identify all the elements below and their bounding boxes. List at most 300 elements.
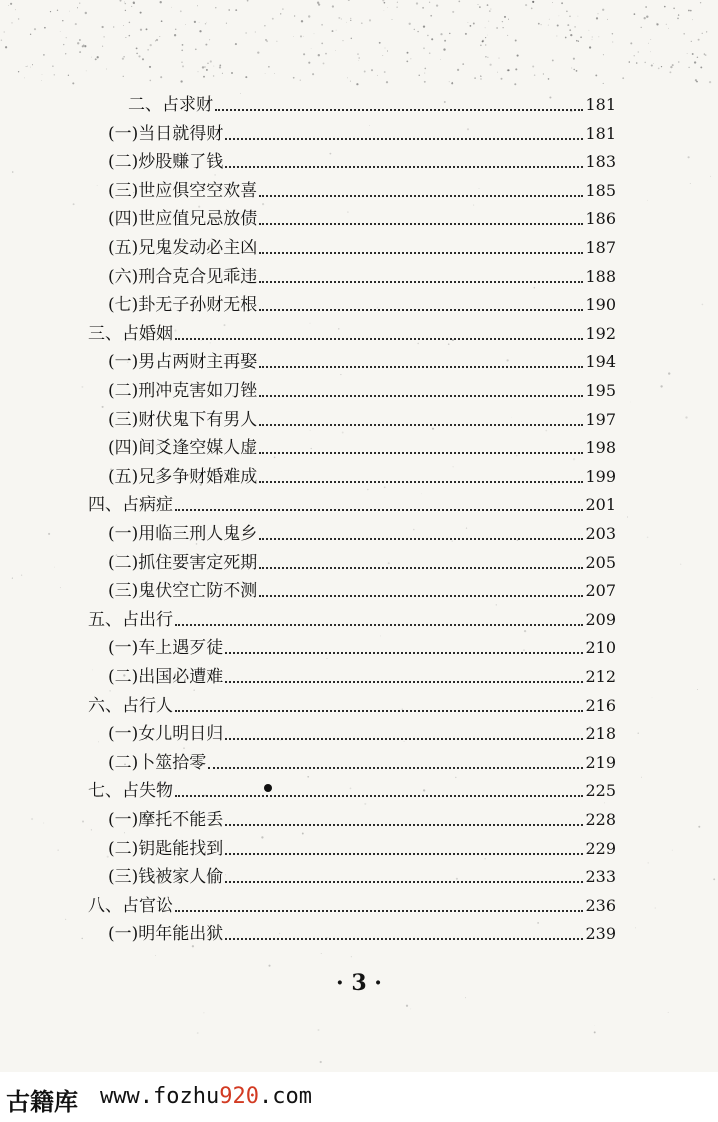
toc-entry-title: 三、占婚姻 bbox=[88, 323, 173, 344]
speckle bbox=[43, 54, 45, 56]
speckle bbox=[92, 670, 93, 671]
speckle bbox=[647, 536, 649, 538]
speckle bbox=[103, 36, 104, 37]
speckle bbox=[123, 76, 124, 77]
toc-leader-dots bbox=[225, 138, 583, 140]
toc-entry-title: 五、占出行 bbox=[88, 609, 173, 630]
speckle bbox=[140, 29, 142, 31]
speckle bbox=[42, 74, 43, 75]
toc-entry-page: 183 bbox=[585, 152, 616, 172]
speckle bbox=[129, 35, 131, 37]
speckle bbox=[595, 1025, 596, 1026]
speckle bbox=[664, 6, 666, 8]
speckle bbox=[429, 52, 431, 54]
toc-entry-page: 203 bbox=[585, 524, 616, 543]
speckle bbox=[311, 48, 312, 49]
speckle bbox=[60, 31, 61, 32]
speckle bbox=[387, 50, 388, 51]
toc-entry[interactable] bbox=[88, 891, 616, 917]
toc-entry[interactable] bbox=[108, 376, 616, 402]
toc-entry[interactable] bbox=[108, 462, 616, 488]
speckle bbox=[652, 697, 653, 698]
speckle bbox=[293, 36, 294, 37]
speckle bbox=[199, 22, 200, 23]
speckle bbox=[481, 76, 482, 77]
speckle bbox=[423, 25, 425, 27]
speckle bbox=[138, 55, 140, 57]
toc-entry[interactable] bbox=[88, 605, 616, 631]
speckle bbox=[578, 41, 579, 42]
speckle bbox=[350, 18, 351, 19]
toc-leader-dots bbox=[259, 309, 583, 311]
speckle bbox=[255, 31, 256, 32]
toc-leader-dots bbox=[175, 710, 583, 712]
speckle bbox=[314, 34, 315, 35]
speckle bbox=[199, 30, 201, 32]
speckle bbox=[574, 26, 576, 28]
speckle bbox=[219, 66, 221, 68]
speckle bbox=[75, 23, 77, 25]
speckle bbox=[596, 17, 598, 19]
speckle bbox=[325, 53, 327, 55]
speckle bbox=[369, 19, 371, 21]
toc-entry[interactable] bbox=[108, 662, 616, 688]
toc-leader-dots bbox=[259, 395, 583, 397]
toc-leader-dots bbox=[259, 366, 583, 368]
toc-entry[interactable] bbox=[108, 805, 616, 831]
speckle bbox=[146, 28, 148, 30]
speckle bbox=[332, 5, 334, 7]
speckle bbox=[358, 60, 359, 61]
speckle bbox=[266, 40, 268, 42]
toc-leader-dots bbox=[225, 738, 583, 740]
speckle bbox=[576, 70, 578, 72]
toc-leader-dots bbox=[225, 938, 583, 940]
speckle bbox=[341, 18, 342, 19]
speckle bbox=[668, 372, 670, 374]
toc-entry[interactable] bbox=[108, 433, 616, 459]
speckle bbox=[350, 81, 351, 82]
speckle bbox=[321, 953, 322, 954]
speckle bbox=[21, 575, 22, 576]
speckle bbox=[175, 29, 176, 30]
speckle bbox=[125, 3, 126, 4]
toc-entry-title: (一)当日就得财 bbox=[108, 123, 224, 144]
toc-entry-title: (二)抓住要害定死期 bbox=[108, 552, 258, 573]
speckle bbox=[656, 23, 658, 25]
speckle bbox=[431, 38, 433, 40]
speckle bbox=[106, 69, 107, 70]
toc-entry-title: (三)鬼伏空亡防不测 bbox=[108, 581, 258, 602]
toc-entry[interactable] bbox=[108, 347, 616, 373]
toc-entry-page: 201 bbox=[585, 495, 616, 515]
toc-leader-dots bbox=[208, 767, 583, 769]
toc-entry-page: 198 bbox=[585, 438, 616, 458]
speckle bbox=[672, 850, 673, 851]
speckle bbox=[4, 31, 5, 32]
speckle bbox=[406, 61, 408, 63]
speckle bbox=[532, 1, 534, 3]
toc-entry-title: (一)车上遇歹徒 bbox=[108, 638, 224, 659]
toc-entry[interactable] bbox=[108, 748, 616, 774]
toc-leader-dots bbox=[259, 452, 583, 454]
toc-entry[interactable] bbox=[108, 290, 616, 316]
speckle bbox=[85, 12, 87, 14]
speckle bbox=[180, 80, 182, 82]
toc-entry-page: 229 bbox=[585, 838, 616, 858]
speckle bbox=[517, 55, 519, 57]
toc-leader-dots bbox=[259, 567, 583, 569]
speckle bbox=[688, 10, 690, 12]
speckle bbox=[18, 71, 19, 72]
toc-entry-title: (五)兄鬼发动必主凶 bbox=[108, 238, 258, 258]
speckle bbox=[482, 40, 484, 42]
toc-entry[interactable] bbox=[108, 919, 616, 945]
speckle bbox=[303, 36, 304, 37]
speckle bbox=[97, 185, 98, 186]
speckle bbox=[129, 22, 131, 24]
speckle bbox=[72, 82, 74, 84]
speckle bbox=[449, 33, 450, 34]
speckle bbox=[203, 76, 205, 78]
speckle bbox=[79, 39, 81, 41]
speckle bbox=[62, 20, 63, 21]
speckle bbox=[198, 71, 199, 72]
toc-entry[interactable] bbox=[108, 834, 616, 860]
speckle bbox=[26, 66, 27, 67]
speckle bbox=[497, 72, 498, 73]
speckle bbox=[698, 39, 700, 41]
toc-entry[interactable] bbox=[108, 519, 616, 545]
speckle bbox=[102, 406, 104, 408]
speckle bbox=[123, 56, 124, 57]
speckle bbox=[181, 62, 182, 63]
speckle bbox=[612, 33, 613, 34]
speckle bbox=[578, 16, 579, 17]
speckle bbox=[396, 7, 397, 8]
speckle bbox=[11, 22, 12, 23]
toc-entry[interactable] bbox=[108, 204, 616, 230]
speckle bbox=[235, 43, 237, 45]
speckle bbox=[630, 402, 631, 403]
speckle bbox=[668, 28, 669, 29]
toc-entry-title: (三)财伏鬼下有男人 bbox=[108, 409, 258, 430]
speckle bbox=[32, 64, 33, 65]
speckle bbox=[15, 9, 16, 10]
toc-entry-page: 188 bbox=[585, 266, 616, 286]
speckle bbox=[30, 67, 31, 68]
toc-entry-title: (二)出国必遭难 bbox=[108, 667, 224, 687]
speckle bbox=[335, 50, 336, 51]
speckle bbox=[215, 7, 216, 8]
speckle bbox=[647, 200, 648, 201]
speckle bbox=[696, 81, 698, 83]
watermark-banner bbox=[0, 1072, 718, 1122]
watermark-url-highlight: 920 bbox=[219, 1084, 259, 1109]
speckle bbox=[293, 77, 295, 79]
toc-leader-dots bbox=[175, 795, 583, 797]
speckle bbox=[392, 19, 393, 20]
speckle bbox=[457, 69, 459, 71]
toc-entry-page: 187 bbox=[585, 238, 616, 257]
speckle bbox=[640, 27, 641, 28]
speckle bbox=[636, 62, 638, 64]
speckle bbox=[548, 25, 549, 26]
speckle bbox=[713, 878, 715, 880]
speckle bbox=[161, 20, 163, 22]
toc-entry-page: 194 bbox=[585, 352, 616, 372]
speckle bbox=[498, 58, 499, 59]
speckle bbox=[231, 72, 233, 74]
speckle bbox=[449, 81, 450, 82]
speckle bbox=[69, 11, 70, 12]
speckle bbox=[134, 3, 135, 4]
page-number: · 3 · bbox=[336, 970, 382, 996]
speckle bbox=[452, 82, 453, 83]
speckle bbox=[406, 1005, 408, 1007]
speckle bbox=[607, 19, 608, 20]
toc-entry[interactable] bbox=[108, 633, 616, 659]
speckle bbox=[480, 76, 481, 77]
speckle bbox=[79, 3, 80, 4]
speckle bbox=[473, 23, 475, 25]
toc-entry[interactable] bbox=[108, 119, 616, 145]
speckle bbox=[5, 46, 7, 48]
speckle bbox=[698, 826, 700, 828]
speckle bbox=[565, 37, 567, 39]
speckle bbox=[629, 61, 631, 63]
speckle bbox=[515, 68, 517, 70]
speckle bbox=[630, 42, 632, 44]
speckle bbox=[348, 0, 350, 1]
speckle bbox=[444, 40, 446, 42]
toc-entry[interactable] bbox=[88, 776, 616, 802]
speckle bbox=[384, 71, 386, 73]
speckle bbox=[502, 21, 503, 22]
speckle bbox=[695, 79, 697, 81]
speckle bbox=[265, 39, 267, 41]
speckle bbox=[300, 35, 302, 37]
speckle bbox=[60, 587, 61, 588]
toc-entry[interactable] bbox=[128, 90, 616, 116]
speckle bbox=[688, 67, 689, 68]
speckle bbox=[41, 80, 42, 81]
speckle bbox=[465, 33, 467, 35]
speckle bbox=[407, 52, 409, 54]
toc-entry[interactable] bbox=[88, 490, 616, 516]
speckle bbox=[202, 66, 204, 68]
toc-entry-title: (一)女儿明日归 bbox=[108, 724, 224, 745]
speckle bbox=[635, 928, 636, 929]
speckle bbox=[424, 73, 425, 74]
speckle bbox=[700, 66, 702, 68]
toc-entry-page: 216 bbox=[585, 695, 616, 715]
toc-leader-dots bbox=[259, 538, 583, 540]
speckle bbox=[180, 10, 182, 12]
toc-entry[interactable] bbox=[88, 319, 616, 345]
speckle bbox=[155, 40, 156, 41]
speckle bbox=[482, 41, 484, 43]
toc-leader-dots bbox=[259, 223, 583, 225]
speckle bbox=[346, 22, 347, 23]
speckle bbox=[44, 27, 46, 29]
watermark-url[interactable] bbox=[100, 1084, 312, 1109]
speckle bbox=[235, 9, 237, 11]
speckle bbox=[702, 304, 704, 306]
speckle bbox=[210, 60, 212, 62]
speckle bbox=[507, 35, 508, 36]
speckle bbox=[690, 10, 692, 12]
speckle bbox=[91, 57, 92, 58]
toc-entry[interactable] bbox=[108, 576, 616, 602]
toc-entry-page: 190 bbox=[585, 295, 616, 315]
toc-leader-dots bbox=[225, 166, 583, 168]
speckle bbox=[580, 36, 582, 38]
speckle bbox=[678, 14, 679, 15]
speckle bbox=[91, 829, 92, 830]
speckle bbox=[694, 61, 696, 63]
speckle bbox=[160, 76, 162, 78]
toc-entry[interactable] bbox=[88, 691, 616, 717]
toc-entry-page: 192 bbox=[585, 323, 616, 343]
speckle bbox=[467, 22, 468, 23]
speckle bbox=[247, 0, 249, 2]
speckle bbox=[332, 30, 334, 32]
speckle bbox=[384, 10, 385, 11]
speckle bbox=[149, 66, 151, 68]
speckle bbox=[122, 58, 124, 60]
speckle bbox=[479, 6, 481, 8]
speckle bbox=[155, 955, 156, 956]
speckle bbox=[589, 30, 590, 31]
speckle bbox=[147, 49, 148, 50]
speckle bbox=[85, 46, 86, 47]
speckle bbox=[604, 803, 605, 804]
speckle bbox=[603, 54, 604, 55]
speckle bbox=[503, 27, 504, 28]
toc-entry-title: (三)世应俱空空欢喜 bbox=[108, 180, 258, 201]
speckle bbox=[645, 6, 647, 8]
toc-entry[interactable] bbox=[108, 147, 616, 173]
speckle bbox=[123, 25, 124, 26]
speckle bbox=[571, 67, 572, 68]
speckle bbox=[48, 533, 50, 535]
speckle bbox=[709, 81, 711, 83]
toc-entry[interactable] bbox=[108, 176, 616, 202]
toc-entry[interactable] bbox=[108, 262, 616, 288]
speckle bbox=[77, 42, 79, 44]
speckle bbox=[317, 1029, 319, 1031]
speckle bbox=[532, 65, 534, 67]
speckle bbox=[50, 11, 51, 12]
speckle bbox=[429, 2, 430, 3]
toc-leader-dots bbox=[175, 910, 583, 912]
speckle bbox=[86, 71, 87, 72]
speckle bbox=[650, 39, 651, 40]
speckle bbox=[245, 32, 246, 33]
speckle bbox=[683, 33, 685, 35]
speckle bbox=[351, 956, 352, 957]
speckle bbox=[656, 23, 657, 24]
speckle bbox=[589, 46, 591, 48]
speckle bbox=[603, 83, 604, 84]
speckle bbox=[321, 24, 323, 26]
speckle bbox=[222, 73, 223, 74]
speckle bbox=[54, 74, 55, 75]
speckle bbox=[228, 9, 230, 11]
speckle bbox=[470, 25, 472, 27]
speckle bbox=[622, 77, 624, 79]
toc-entry-page: 219 bbox=[585, 752, 616, 772]
toc-entry-page: 236 bbox=[585, 895, 616, 915]
speckle bbox=[424, 68, 426, 70]
speckle bbox=[710, 176, 711, 177]
toc-entry-title: 四、占病症 bbox=[88, 495, 173, 516]
speckle bbox=[559, 16, 560, 17]
speckle bbox=[487, 35, 488, 36]
speckle bbox=[561, 2, 563, 4]
speckle bbox=[264, 25, 265, 26]
speckle bbox=[303, 53, 305, 55]
speckle bbox=[131, 6, 132, 7]
speckle bbox=[213, 66, 214, 67]
speckle bbox=[8, 5, 9, 6]
toc-entry[interactable] bbox=[108, 719, 616, 745]
speckle bbox=[171, 7, 172, 8]
speckle bbox=[294, 15, 295, 16]
speckle bbox=[697, 689, 698, 690]
speckle bbox=[386, 81, 388, 83]
speckle bbox=[508, 19, 509, 20]
speckle bbox=[557, 36, 558, 37]
speckle bbox=[638, 52, 639, 53]
speckle bbox=[419, 75, 420, 76]
speckle bbox=[31, 818, 33, 820]
speckle bbox=[704, 53, 705, 54]
speckle bbox=[65, 53, 66, 54]
toc-entry[interactable] bbox=[108, 548, 616, 574]
speckle bbox=[268, 965, 270, 967]
speckle bbox=[690, 183, 691, 184]
speckle bbox=[660, 385, 662, 387]
speckle bbox=[692, 19, 693, 20]
speckle bbox=[627, 517, 628, 518]
speckle bbox=[651, 64, 653, 66]
speckle bbox=[531, 8, 533, 10]
speckle bbox=[490, 64, 492, 66]
toc-leader-dots bbox=[175, 338, 583, 340]
toc-entry[interactable] bbox=[108, 233, 616, 259]
speckle bbox=[336, 30, 337, 31]
speckle bbox=[140, 12, 142, 14]
speckle bbox=[655, 907, 657, 909]
speckle bbox=[83, 44, 84, 45]
speckle bbox=[508, 69, 510, 71]
toc-entry[interactable] bbox=[108, 862, 616, 888]
speckle bbox=[323, 62, 325, 64]
speckle bbox=[364, 71, 366, 73]
speckle bbox=[79, 51, 81, 53]
watermark-url-suffix: .com bbox=[258, 1084, 312, 1109]
speckle bbox=[566, 10, 568, 12]
speckle bbox=[687, 53, 688, 54]
toc-leader-dots bbox=[259, 195, 583, 197]
speckle bbox=[436, 4, 438, 6]
speckle bbox=[1, 40, 2, 41]
toc-entry[interactable] bbox=[108, 405, 616, 431]
toc-entry-title: (二)卜筮拾零 bbox=[108, 752, 207, 773]
speckle bbox=[490, 9, 491, 10]
